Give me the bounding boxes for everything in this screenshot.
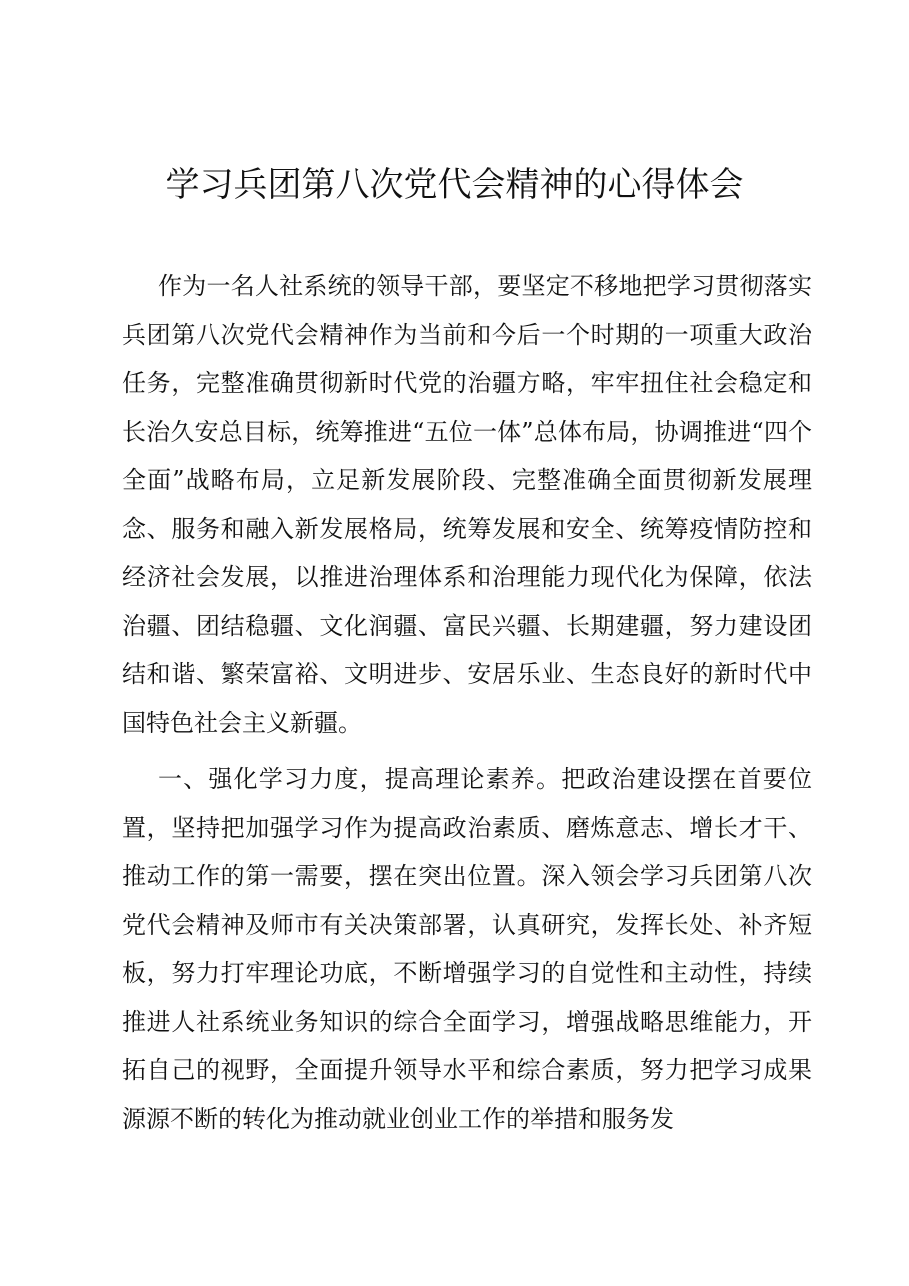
paragraph-section-one: 一、强化学习力度，提高理论素养。把政治建设摆在首要位置，坚持把加强学习作为提高政治素质、磨炼意志、增长才干、推动工作的第一需要，摆在突出位置。深入领会学习兵团第八次党代会精神及师市有关决策部署，认真研究，发挥长处、补齐短板，努力打牢理论功底，不断增强学习的自觉性和主动性，持续推进人社系统业务知识的综合全面学习，增强战略思维能力，开拓自己的视野，全面提升领导水平和综合素质，努力把学习成果源源不断的转化为推动就业创业工作的举措和服务发	[122, 765, 812, 1133]
document-body	[122, 262, 812, 1143]
document-title: 学习兵团第八次党代会精神的心得体会	[165, 165, 744, 205]
paragraph-intro: 作为一名人社系统的领导干部，要坚定不移地把学习贯彻落实兵团第八次党代会精神作为当前和今后一个时期的一项重大政治任务，完整准确贯彻新时代党的治疆方略，牢牢扭住社会稳定和长治久安总目标，统筹推进“五位一体”总体布局，协调推进“四个全面”战略布局，立足新发展阶段、完整准确全面贯彻新发展理念、服务和融入新发展格局，统筹发展和安全、统筹疫情防控和经济社会发展，以推进治理体系和治理能力现代化为保障，依法治疆、团结稳疆、文化润疆、富民兴疆、长期建疆，努力建设团结和谐、繁荣富裕、文明进步、安居乐业、生态良好的新时代中国特色社会主义新疆。	[122, 272, 812, 737]
